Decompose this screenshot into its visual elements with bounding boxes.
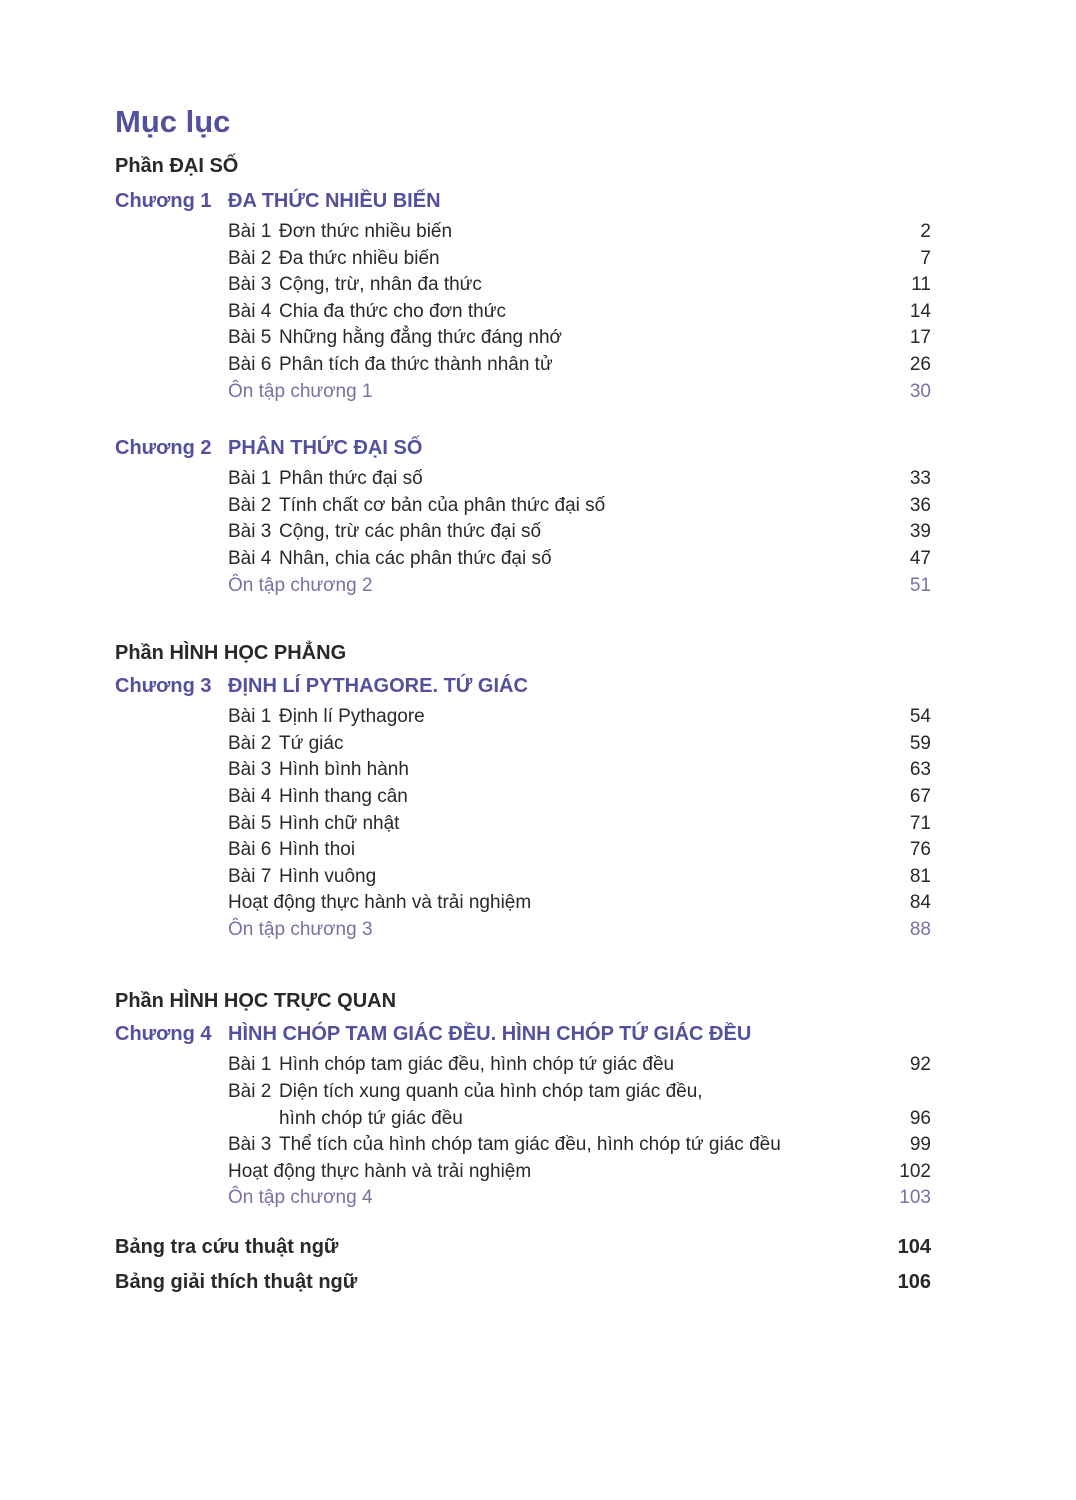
entry-page: 99 xyxy=(909,1134,931,1156)
entry-page: 102 xyxy=(899,1160,931,1182)
entry-number: Bài 4 xyxy=(228,785,272,807)
toc-entry xyxy=(228,493,931,520)
entry-page: 7 xyxy=(920,247,931,269)
chapter-3-label: Chương 3 xyxy=(115,675,212,698)
entry-title: Đa thức nhiều biến xyxy=(279,247,440,269)
entry-page: 76 xyxy=(909,839,931,861)
chapter-1-title: ĐA THỨC NHIỀU BIẾN xyxy=(228,190,441,212)
entry-title: Hình vuông xyxy=(279,865,377,887)
entry-page: 84 xyxy=(909,892,931,914)
entry-page: 96 xyxy=(909,1107,931,1129)
toc-entry xyxy=(228,519,931,546)
page-title: Mục lục xyxy=(115,104,231,139)
entry-number: Bài 3 xyxy=(228,759,272,781)
entry-page: 51 xyxy=(909,574,931,596)
entry-title: Hoạt động thực hành và trải nghiệm xyxy=(228,892,532,914)
glossary-index-title: Bảng tra cứu thuật ngữ xyxy=(115,1236,339,1259)
entry-number: Bài 6 xyxy=(228,839,272,861)
toc-entry xyxy=(228,704,931,731)
entry-page: 54 xyxy=(909,706,931,728)
toc-entry xyxy=(228,546,931,573)
toc-entry xyxy=(228,731,931,758)
entry-number: Bài 4 xyxy=(228,300,272,322)
entry-number: Bài 6 xyxy=(228,353,272,375)
entry-title: Phân tích đa thức thành nhân tử xyxy=(279,353,553,375)
entry-title: Hình bình hành xyxy=(279,759,409,781)
entry-page: 47 xyxy=(909,547,931,569)
entry-title: Diện tích xung quanh của hình chóp tam giác đều, xyxy=(279,1081,703,1103)
glossary-explain-row xyxy=(115,1269,931,1295)
entry-number: Bài 1 xyxy=(228,468,272,490)
toc-entry xyxy=(228,352,931,379)
entry-number: Bài 2 xyxy=(228,247,272,269)
entry-title: Ôn tập chương 1 xyxy=(228,380,373,402)
entry-number: Bài 2 xyxy=(228,1081,272,1103)
entry-title: Tính chất cơ bản của phân thức đại số xyxy=(279,494,606,516)
entry-title: Thể tích của hình chóp tam giác đều, hình chóp tứ giác đều xyxy=(279,1134,781,1156)
toc-entry-activity xyxy=(228,890,931,917)
chapter-2-title: PHÂN THỨC ĐẠI SỐ xyxy=(228,437,423,460)
toc-entry-activity xyxy=(228,1159,931,1186)
entry-number: Bài 3 xyxy=(228,1134,272,1156)
toc-entry xyxy=(228,1079,931,1106)
entry-page: 92 xyxy=(909,1054,931,1076)
entry-number: Bài 7 xyxy=(228,865,272,887)
part-label-plane-geometry: Phần HÌNH HỌC PHẲNG xyxy=(115,642,347,665)
entry-title: Chia đa thức cho đơn thức xyxy=(279,300,506,322)
entry-title: Hình chóp tam giác đều, hình chóp tứ giác đều xyxy=(279,1054,675,1076)
toc-entry xyxy=(228,246,931,273)
entry-number: Bài 1 xyxy=(228,1054,272,1076)
toc-entry xyxy=(228,757,931,784)
entry-title: Cộng, trừ, nhân đa thức xyxy=(279,274,482,296)
entry-page: 11 xyxy=(911,274,931,296)
glossary-block xyxy=(115,1234,931,1295)
entry-page: 36 xyxy=(909,494,931,516)
toc-content xyxy=(115,104,931,1304)
entry-page: 81 xyxy=(909,865,931,887)
entry-title: Ôn tập chương 2 xyxy=(228,574,373,596)
entry-title: Cộng, trừ các phân thức đại số xyxy=(279,521,542,543)
chapter-1-heading xyxy=(115,188,931,215)
entry-page: 63 xyxy=(909,759,931,781)
entry-title-line2: hình chóp tứ giác đều xyxy=(279,1107,463,1129)
toc-entry xyxy=(228,299,931,326)
entry-number: Bài 3 xyxy=(228,521,272,543)
entry-page: 103 xyxy=(899,1187,931,1209)
chapter-4-heading xyxy=(115,1021,931,1048)
entry-number: Bài 1 xyxy=(228,221,272,242)
entry-page: 26 xyxy=(909,353,931,375)
entry-page: 88 xyxy=(909,918,931,940)
entry-title: Ôn tập chương 3 xyxy=(228,918,373,940)
toc-entry xyxy=(228,864,931,891)
entry-page: 2 xyxy=(920,221,931,242)
part-label-visual-geometry: Phần HÌNH HỌC TRỰC QUAN xyxy=(115,990,397,1013)
entry-title: Hình thang cân xyxy=(279,785,408,807)
entry-page: 71 xyxy=(909,812,931,834)
part-label-algebra: Phần ĐẠI SỐ xyxy=(115,155,239,177)
entry-page: 59 xyxy=(909,732,931,754)
entry-title: Định lí Pythagore xyxy=(279,706,425,728)
toc-entry-review xyxy=(228,1185,931,1212)
glossary-index-page: 104 xyxy=(897,1236,931,1259)
entry-page: 67 xyxy=(909,785,931,807)
chapter-3-heading xyxy=(115,673,931,700)
toc-entry xyxy=(228,1052,931,1079)
toc-entry xyxy=(228,325,931,352)
entry-page: 14 xyxy=(909,300,931,322)
chapter-4-label: Chương 4 xyxy=(115,1023,212,1046)
glossary-explain-page: 106 xyxy=(897,1271,931,1294)
entry-title: Nhân, chia các phân thức đại số xyxy=(279,547,552,569)
entry-number: Bài 3 xyxy=(228,274,272,296)
entry-title: Hoạt động thực hành và trải nghiệm xyxy=(228,1160,532,1182)
chapter-2-heading xyxy=(115,435,931,462)
entry-number: Bài 2 xyxy=(228,732,272,754)
entry-title: Phân thức đại số xyxy=(279,468,423,490)
glossary-index-row xyxy=(115,1234,931,1260)
entry-page: 17 xyxy=(909,327,931,349)
chapter-2-label: Chương 2 xyxy=(115,437,212,460)
entry-title: Đơn thức nhiều biến xyxy=(279,221,453,242)
toc-entry xyxy=(228,811,931,838)
toc-entry-continuation xyxy=(228,1106,931,1133)
chapter-1-label: Chương 1 xyxy=(115,190,212,212)
toc-entry xyxy=(228,784,931,811)
toc-entry xyxy=(228,1132,931,1159)
entry-title: Hình chữ nhật xyxy=(279,812,400,834)
entry-page: 39 xyxy=(909,521,931,543)
entry-title: Tứ giác xyxy=(279,732,344,754)
toc-entry-review xyxy=(228,573,931,600)
toc-entry xyxy=(228,219,931,246)
entry-title: Những hằng đẳng thức đáng nhớ xyxy=(279,327,562,349)
entry-title: Ôn tập chương 4 xyxy=(228,1187,373,1209)
entry-number: Bài 4 xyxy=(228,547,272,569)
toc-entry xyxy=(228,272,931,299)
entry-number: Bài 5 xyxy=(228,327,272,349)
entry-title: Hình thoi xyxy=(279,839,356,861)
toc-entry-review xyxy=(228,917,931,944)
chapter-4-title: HÌNH CHÓP TAM GIÁC ĐỀU. HÌNH CHÓP TỨ GIÁC ĐỀU xyxy=(228,1023,752,1046)
toc-entry-review xyxy=(228,379,931,406)
toc-entry xyxy=(228,837,931,864)
entry-number: Bài 5 xyxy=(228,812,272,834)
chapter-3-title: ĐỊNH LÍ PYTHAGORE. TỨ GIÁC xyxy=(228,675,528,698)
entry-number: Bài 2 xyxy=(228,494,272,516)
entry-number: Bài 1 xyxy=(228,706,272,728)
glossary-explain-title: Bảng giải thích thuật ngữ xyxy=(115,1271,358,1294)
entry-page: 33 xyxy=(909,468,931,490)
entry-page: 30 xyxy=(909,380,931,402)
toc-entry xyxy=(228,466,931,493)
